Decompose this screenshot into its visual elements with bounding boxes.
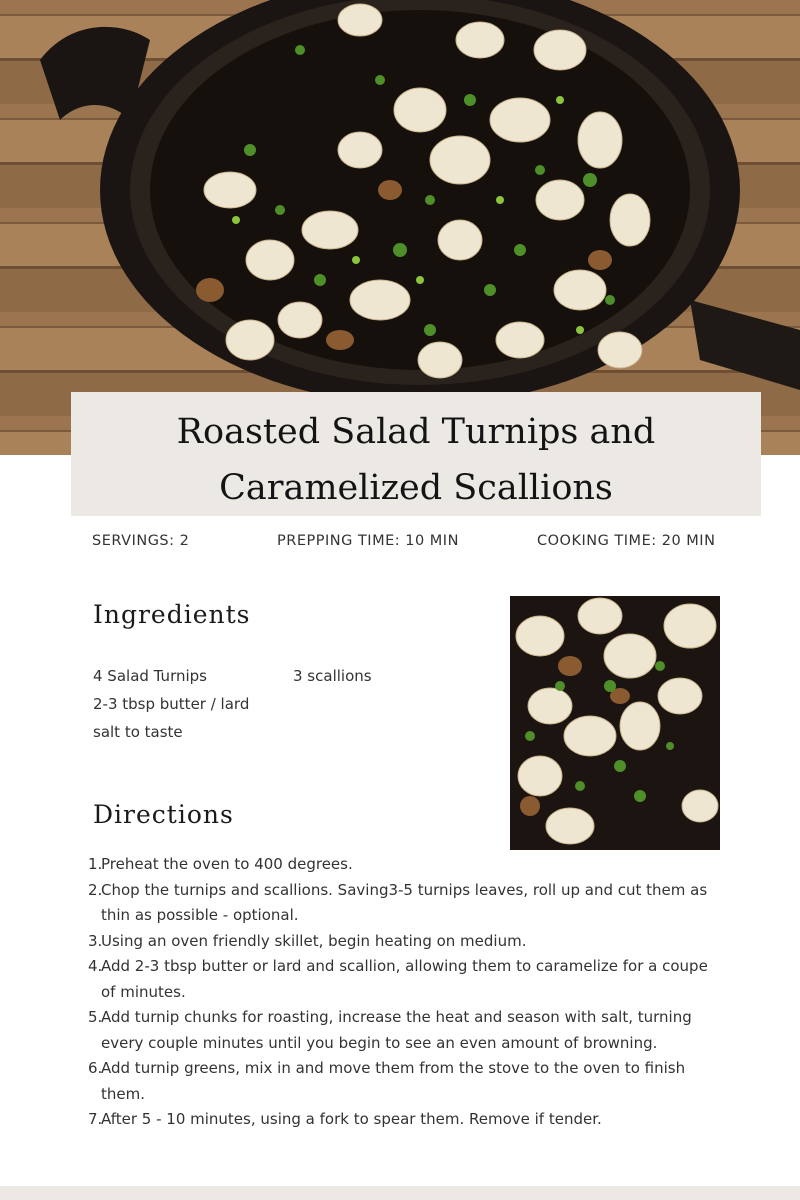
ingredients-heading: Ingredients bbox=[93, 600, 251, 629]
direction-step bbox=[88, 878, 723, 929]
cook-time-info: COOKING TIME: 20 MIN bbox=[537, 533, 716, 549]
skillet-illustration bbox=[0, 0, 800, 455]
direction-step bbox=[88, 929, 723, 955]
prep-time-info: PREPPING TIME: 10 MIN bbox=[277, 533, 459, 549]
step-number: 1. bbox=[88, 855, 103, 873]
title-box bbox=[71, 392, 761, 516]
recipe-title bbox=[71, 392, 761, 516]
title-line-2: Caramelized Scallions bbox=[219, 468, 613, 508]
direction-step bbox=[88, 1056, 723, 1107]
step-number: 4. bbox=[88, 957, 103, 975]
step-text: After 5 - 10 minutes, using a fork to spear them. Remove if tender. bbox=[101, 1110, 602, 1128]
step-text: Using an oven friendly skillet, begin heating on medium. bbox=[101, 931, 527, 950]
footer-bar bbox=[0, 1186, 800, 1200]
hero-photo bbox=[0, 0, 800, 455]
step-number: 7. bbox=[88, 1110, 103, 1128]
turnips-closeup bbox=[510, 596, 720, 850]
directions-heading: Directions bbox=[93, 800, 234, 829]
direction-step bbox=[88, 1107, 723, 1133]
ingredient-item: 3 scallions bbox=[293, 667, 372, 685]
directions-list bbox=[88, 852, 723, 1133]
servings-info: SERVINGS: 2 bbox=[92, 533, 190, 549]
side-photo bbox=[510, 596, 720, 850]
step-number: 5. bbox=[88, 1008, 103, 1026]
ingredient-item: 2-3 tbsp butter / lard bbox=[93, 695, 250, 713]
ingredient-item: salt to taste bbox=[93, 723, 183, 741]
direction-step bbox=[88, 1005, 723, 1056]
direction-step bbox=[88, 852, 723, 878]
step-text: Chop the turnips and scallions. Saving3-5 turnips leaves, roll up and cut them as thin as possible - optional. bbox=[101, 880, 708, 924]
step-text: Add turnip chunks for roasting, increase the heat and season with salt, turning every couple minutes until you begin to see an even amount of browning. bbox=[101, 1008, 692, 1052]
step-text: Add 2-3 tbsp butter or lard and scallion, allowing them to caramelize for a coupe of minutes. bbox=[101, 957, 708, 1001]
step-number: 2. bbox=[88, 880, 103, 899]
direction-step bbox=[88, 954, 723, 1005]
ingredient-item: 4 Salad Turnips bbox=[93, 667, 207, 685]
step-number: 6. bbox=[88, 1059, 103, 1077]
step-text: Preheat the oven to 400 degrees. bbox=[101, 855, 353, 873]
title-line-1: Roasted Salad Turnips and bbox=[176, 412, 656, 452]
step-number: 3. bbox=[88, 931, 103, 950]
step-text: Add turnip greens, mix in and move them from the stove to the oven to finish them. bbox=[101, 1059, 686, 1103]
